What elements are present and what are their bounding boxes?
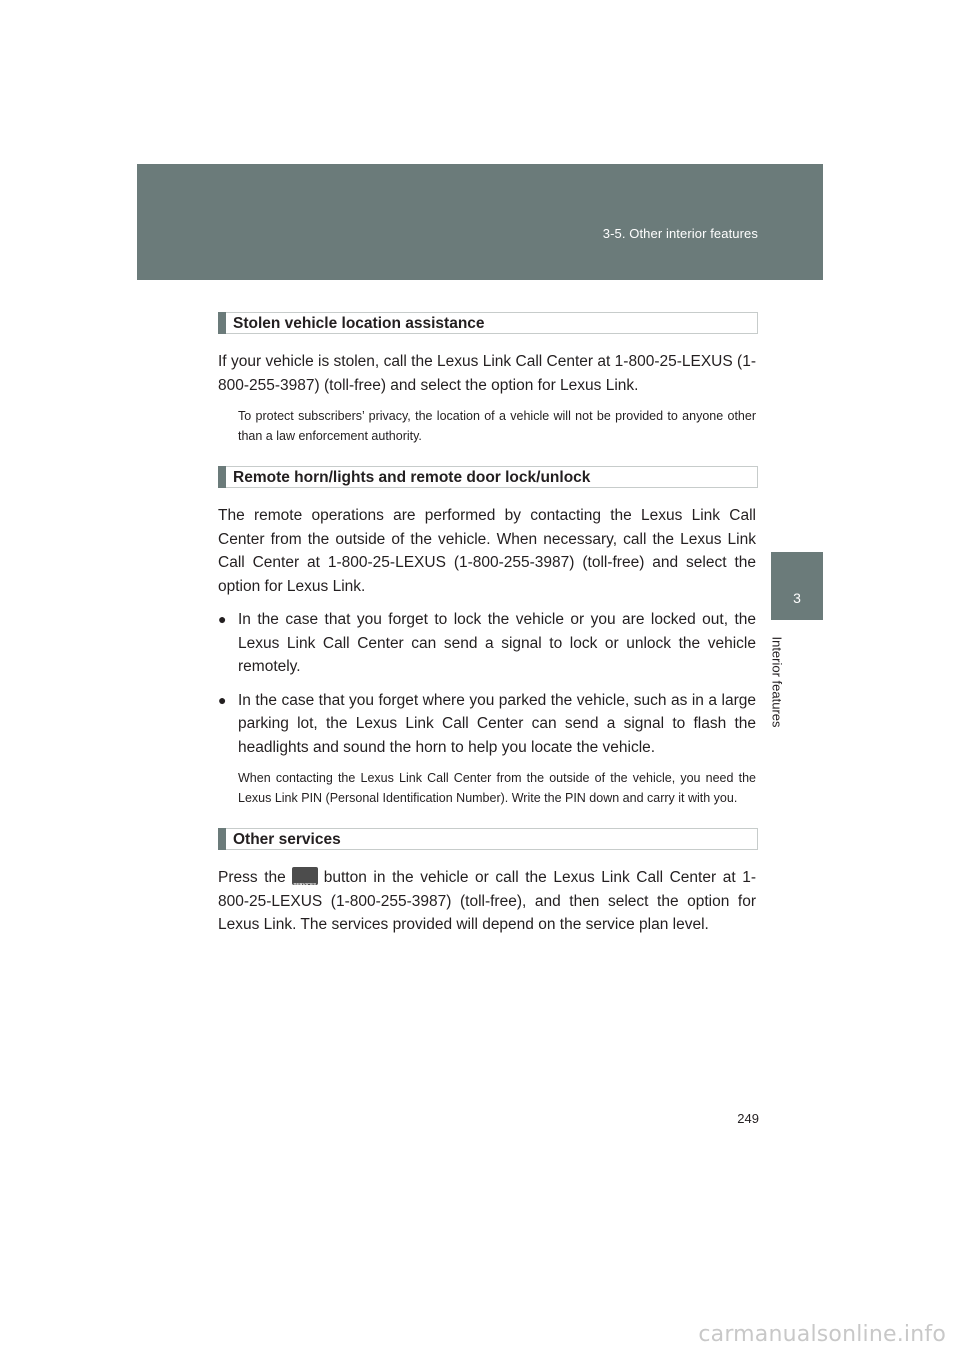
bullet-item [218, 608, 756, 679]
services-button-label: SERVICES [293, 882, 317, 887]
paragraph-remote-operations: The remote operations are performed by contacting the Lexus Link Call Center from the outside of the vehicle. When necessary, call the Lexus Link Call Center at 1-800-25-LEXUS (1-800-255-3987) (toll-free) and select the option for Lexus Link. [218, 507, 756, 595]
heading-remote-operations: Remote horn/lights and remote door lock/unlock [218, 466, 758, 488]
page-number: 249 [737, 1111, 759, 1126]
chapter-tab [771, 552, 823, 620]
bullet-text: In the case that you forget to lock the vehicle or you are locked out, the Lexus Link Call Center can send a signal to lock or unlock the vehicle remotely. [238, 611, 756, 675]
watermark: carmanualsonline.info [698, 1322, 946, 1347]
paragraph-stolen-vehicle: If your vehicle is stolen, call the Lexus Link Call Center at 1-800-25-LEXUS (1-800-255-3987) (toll-free) and select the option for Lexus Link. [218, 353, 756, 394]
services-button-icon [292, 867, 318, 885]
paragraph-other-services [218, 866, 756, 937]
note-remote-operations: When contacting the Lexus Link Call Center from the outside of the vehicle, you need the Lexus Link PIN (Personal Identification Number). Write the PIN down and carry it with you. [238, 771, 756, 805]
bullet-item [218, 689, 756, 760]
bullet-text: In the case that you forget where you parked the vehicle, such as in a large parking lot, the Lexus Link Call Center can send a signal to flash the headlights and sound the horn to help you locate the vehicle. [238, 691, 756, 756]
page-content [218, 312, 756, 937]
heading-other-services: Other services [218, 828, 758, 850]
paragraph-other-services-end: button in the vehicle or call the Lexus Link Call Center at 1-800-25-LEXUS (1-800-255-3987) (toll-free), and then select the option for Lexus Link. The services provided will depend on the service plan level. [218, 869, 756, 933]
chapter-number: 3 [793, 590, 801, 606]
note-stolen-vehicle: To protect subscribers’ privacy, the location of a vehicle will not be provided to anyone other than a law enforcement authority. [238, 409, 756, 443]
section-label: 3-5. Other interior features [602, 226, 758, 241]
chapter-label-text: Interior features [769, 636, 785, 728]
paragraph-other-services-start: Press the [218, 869, 286, 886]
heading-stolen-vehicle: Stolen vehicle location assistance [218, 312, 758, 334]
bullet-icon: ● [218, 691, 227, 708]
bullet-icon: ● [218, 611, 227, 627]
header-band [137, 164, 823, 280]
chapter-label [767, 632, 787, 732]
